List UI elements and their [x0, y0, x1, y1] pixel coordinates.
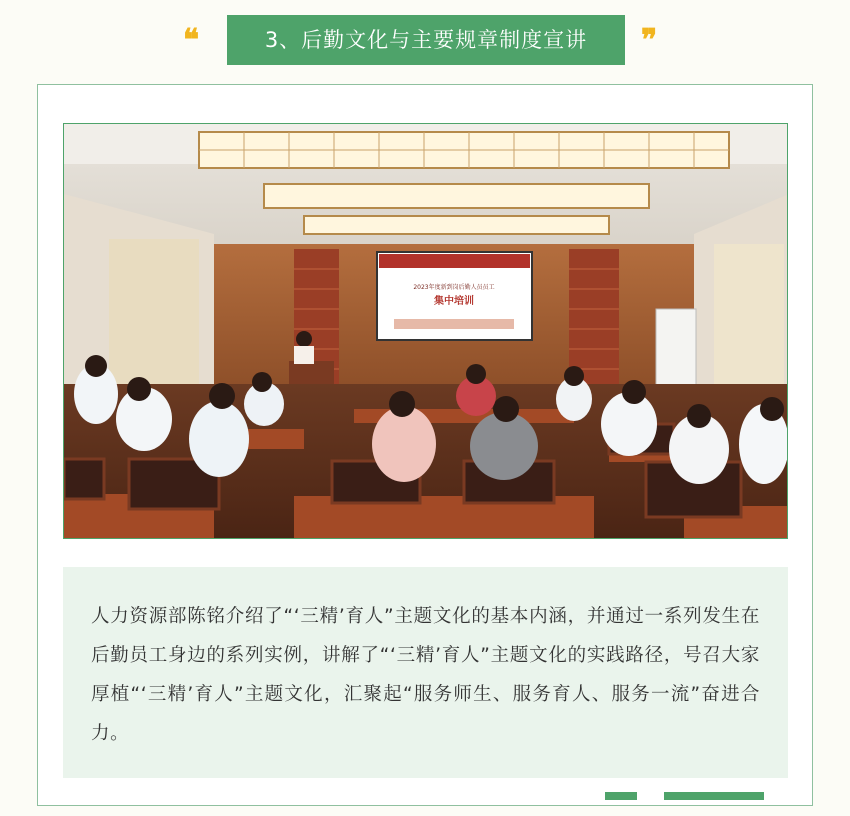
- description-paragraph: 人力资源部陈铭介绍了“‘三精’育人”主题文化的基本内涵，并通过一系列发生在后勤员工身边的系列实例，讲解了“‘三精’育人”主题文化的实践路径，号召大家厚植“‘三精’育人”主题文化，汇聚起“服务师生、服务育人、服务一流”奋进合力。: [91, 606, 760, 744]
- training-session-photo: [63, 123, 788, 539]
- slide-subtitle: 2023年度新到岗后勤人员员工: [413, 284, 495, 291]
- description-box: [63, 567, 788, 778]
- open-quote-icon: ❝: [183, 23, 198, 58]
- section-title: 3、后勤文化与主要规章制度宣讲: [227, 15, 625, 65]
- decor-bar-long: [664, 792, 764, 800]
- slide-title: 集中培训: [434, 296, 474, 307]
- close-quote-icon: ❞: [641, 23, 656, 58]
- decor-bar-short: [605, 792, 637, 800]
